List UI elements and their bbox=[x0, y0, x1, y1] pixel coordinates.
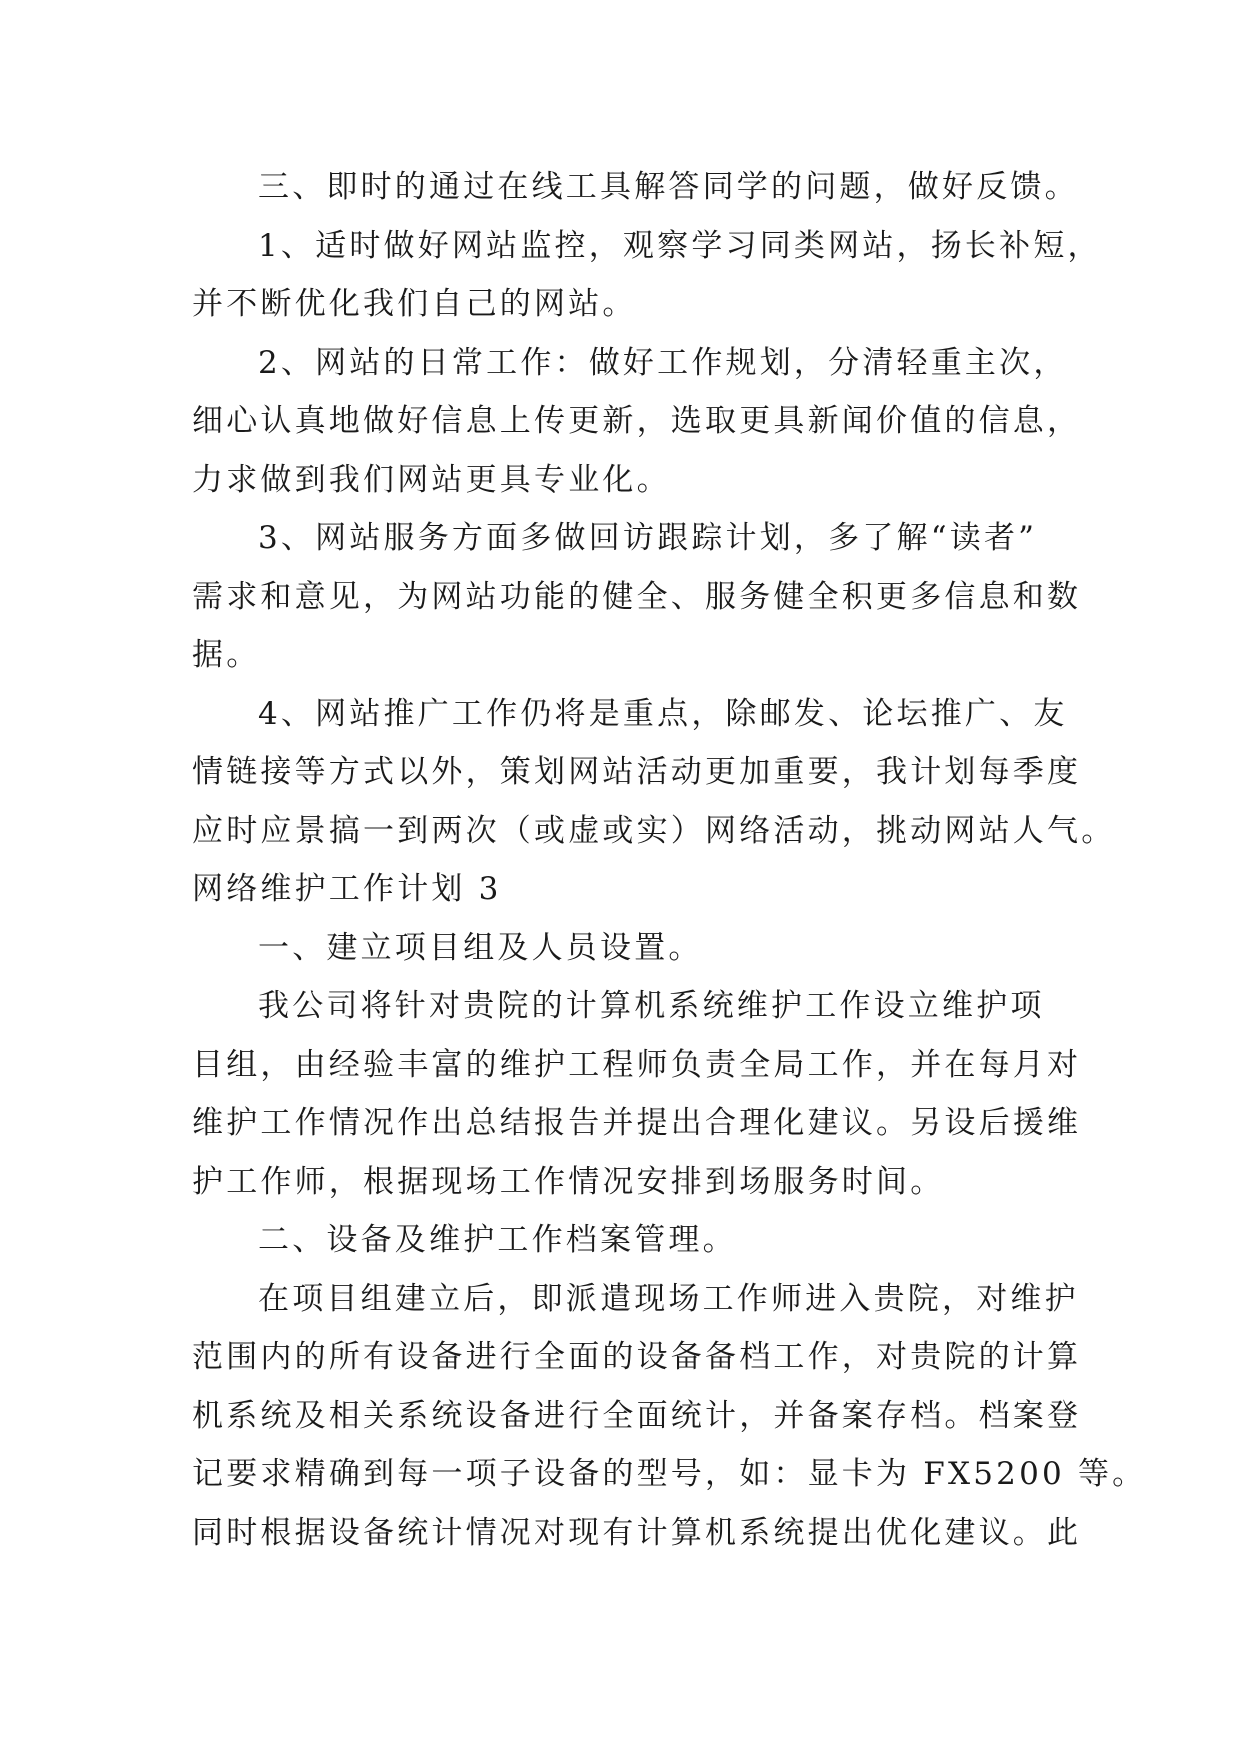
text-line: 二、设备及维护工作档案管理。 bbox=[258, 1222, 737, 1258]
text-line: 目组，由经验丰富的维护工程师负责全局工作，并在每月对 bbox=[192, 1046, 1082, 1083]
section-heading: 网络维护工作计划 3 bbox=[192, 871, 502, 907]
text-line: 并不断优化我们自己的网站。 bbox=[192, 286, 637, 322]
text-line: 一、建立项目组及人员设置。 bbox=[258, 929, 703, 966]
text-line: 在项目组建立后，即派遣现场工作师进入贵院，对维护 bbox=[258, 1280, 1079, 1317]
text-line: 2、网站的日常工作：做好工作规划，分清轻重主次， bbox=[258, 344, 1068, 381]
text-line: 3、网站服务方面多做回访跟踪计划，多了解“读者” bbox=[258, 520, 1038, 556]
text-line: 4、网站推广工作仍将是重点，除邮发、论坛推广、友 bbox=[258, 695, 1068, 732]
text-line: 护工作师，根据现场工作情况安排到场服务时间。 bbox=[192, 1163, 945, 1200]
text-line: 三、即时的通过在线工具解答同学的问题，做好反馈。 bbox=[258, 169, 1079, 205]
text-line: 范围内的所有设备进行全面的设备备档工作，对贵院的计算 bbox=[192, 1339, 1082, 1375]
text-line: 据。 bbox=[192, 637, 261, 673]
text-line: 机系统及相关系统设备进行全面统计，并备案存档。档案登 bbox=[192, 1397, 1082, 1434]
text-line: 1、适时做好网站监控，观察学习同类网站，扬长补短， bbox=[258, 227, 1102, 264]
document-body bbox=[192, 158, 1147, 1562]
text-line: 应时应景搞一到两次（或虚或实）网络活动，挑动网站人气。 bbox=[192, 812, 1116, 849]
text-line: 情链接等方式以外，策划网站活动更加重要，我计划每季度 bbox=[192, 754, 1082, 790]
text-line: 记要求精确到每一项子设备的型号，如：显卡为 FX5200 等。 bbox=[192, 1456, 1147, 1492]
text-line: 我公司将针对贵院的计算机系统维护工作设立维护项 bbox=[258, 988, 1045, 1024]
text-line: 细心认真地做好信息上传更新，选取更具新闻价值的信息， bbox=[192, 403, 1082, 439]
text-line: 力求做到我们网站更具专业化。 bbox=[192, 461, 671, 498]
text-line: 同时根据设备统计情况对现有计算机系统提出优化建议。此 bbox=[192, 1514, 1082, 1551]
text-line: 需求和意见，为网站功能的健全、服务健全积更多信息和数 bbox=[192, 578, 1082, 615]
text-line: 维护工作情况作出总结报告并提出合理化建议。另设后援维 bbox=[192, 1105, 1082, 1141]
